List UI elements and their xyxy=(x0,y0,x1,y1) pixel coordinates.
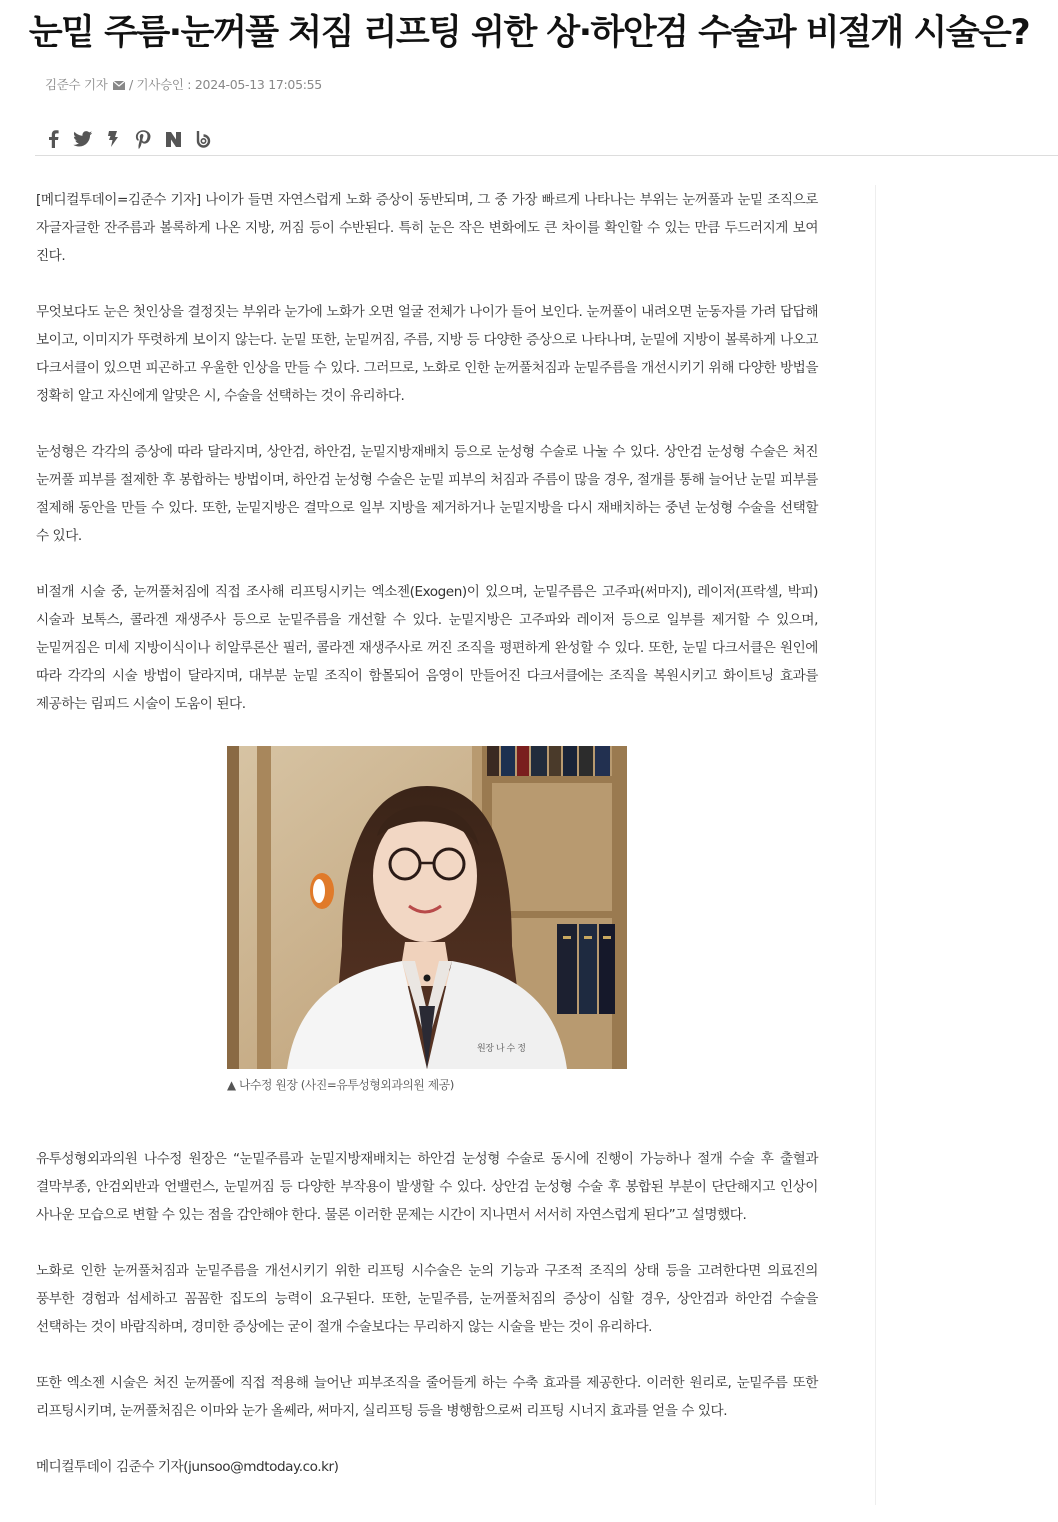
twitter-icon[interactable] xyxy=(70,126,96,152)
svg-text:원장 나 수 정: 원장 나 수 정 xyxy=(477,1044,526,1054)
band-icon[interactable] xyxy=(190,126,216,152)
article-body xyxy=(36,186,818,1481)
mail-icon[interactable] xyxy=(113,78,125,87)
approval-label: / 기사승인 : xyxy=(128,77,195,92)
paragraph: 또한 엑소젠 시술은 처진 눈꺼풀에 직접 적용해 늘어난 피부조직을 줄어들게 하는 수축 효과를 제공한다. 이러한 원리로, 눈밑주름 또한 리프팅시키며, 눈꺼풀처짐은 이마와 눈가 올쎄라, 써마지, 실리프팅 등을 병행함으로써 리프팅 시너지 효과를 얻을 수 있다. xyxy=(36,1375,818,1419)
paragraph: 비절개 시술 중, 눈꺼풀처짐에 직접 조사해 리프팅시키는 엑소젠(Exogen)이 있으며, 눈밑주름은 고주파(써마지), 레이저(프락셀, 박피) 시술과 보톡스, 콜라겐 재생주사 등으로 눈밑주름을 개선할 수 있다. 눈밑지방은 고주파와 레이저 등으로 일부를 제거할 수 있으며, 눈밑꺼짐은 미세 지방이식이나 히알루론산 필러, 콜라겐 재생주사로 꺼진 조직을 평편하게 완성할 수 있다. 또한, 눈밑 다크서클은 원인에 따라 각각의 시술 방법이 달라지며, 대부분 눈밑 조직이 함몰되어 음영이 만들어진 다크서클에는 조직을 복원시키고 화이트닝 효과를 제공하는 림피드 시술이 도움이 된다. xyxy=(36,584,818,712)
facebook-icon[interactable] xyxy=(40,126,66,152)
naver-icon[interactable] xyxy=(160,126,186,152)
byline xyxy=(45,75,322,93)
header-divider xyxy=(35,155,1058,156)
paragraph: 무엇보다도 눈은 첫인상을 결정짓는 부위라 눈가에 노화가 오면 얼굴 전체가 나이가 들어 보인다. 눈꺼풀이 내려오면 눈동자를 가려 답답해 보이고, 이미지가 뚜렷하게 보이지 않는다. 눈밑 또한, 눈밑꺼짐, 주름, 지방 등 다양한 증상으로 나타나며, 눈밑에 지방이 볼록하게 나오고 다크서클이 있으면 피곤하고 우울한 인상을 만들 수 있다. 그러므로, 노화로 인한 눈꺼풀처짐과 눈밑주름을 개선시키기 위해 다양한 방법을 정확히 알고 자신에게 알맞은 시, 수술을 선택하는 것이 유리하다. xyxy=(36,304,818,404)
kakaostory-icon[interactable] xyxy=(100,126,126,152)
doctor-portrait-photo[interactable] xyxy=(227,746,627,1069)
paragraph: 눈성형은 각각의 증상에 따라 달라지며, 상안검, 하안검, 눈밑지방재배치 등으로 눈성형 수술로 나눌 수 있다. 상안검 눈성형 수술은 처진 눈꺼풀 피부를 절제한 후 봉합하는 방법이며, 하안검 눈성형 수술은 눈밑 피부의 처짐과 주름이 많을 경우, 절개를 통해 늘어난 눈밑 피부를 절제해 동안을 만들 수 있다. 또한, 눈밑지방은 결막으로 일부 지방을 제거하거나 눈밑지방을 다시 재배치하는 중년 눈성형 수술을 선택할 수 있다. xyxy=(36,444,818,544)
photo-figure xyxy=(227,746,627,1095)
approval-time: 2024-05-13 17:05:55 xyxy=(194,77,322,92)
pinterest-icon[interactable] xyxy=(130,126,156,152)
paragraph: [메디컬투데이=김준수 기자] 나이가 들면 자연스럽게 노화 증상이 동반되며, 그 중 가장 빠르게 나타나는 부위는 눈꺼풀과 눈밑 조직으로 자글자글한 잔주름과 볼록하게 나온 지방, 꺼짐 등이 수반된다. 특히 눈은 작은 변화에도 큰 차이를 확인할 수 있는 만큼 두드러지게 보여 진다. xyxy=(36,192,818,264)
share-bar xyxy=(40,124,216,154)
sidebar-divider xyxy=(875,185,876,1505)
article-title: 눈밑 주름·눈꺼풀 처짐 리프팅 위한 상·하안검 수술과 비절개 시술은? xyxy=(28,13,1030,53)
paragraph: 유투성형외과의원 나수정 원장은 “눈밑주름과 눈밑지방재배치는 하안검 눈성형 수술로 동시에 진행이 가능하나 절개 수술 후 출혈과 결막부종, 안검외반과 언밸런스, 눈밑꺼짐 등 다양한 부작용이 발생할 수 있다. 상안검 눈성형 수술 후 봉합된 부분이 단단해지고 인상이 사나운 모습으로 변할 수 있는 점을 감안해야 한다. 물론 이러한 문제는 시간이 지나면서 서서히 자연스럽게 된다”고 설명했다. xyxy=(36,1151,818,1223)
reporter-name[interactable]: 김준수 기자 xyxy=(45,77,108,92)
paragraph: 노화로 인한 눈꺼풀처짐과 눈밑주름을 개선시키기 위한 리프팅 시수술은 눈의 기능과 구조적 조직의 상태 등을 고려한다면 의료진의 풍부한 경험과 섬세하고 꼼꼼한 집도의 능력이 요구된다. 또한, 눈밑주름, 눈꺼풀처짐의 증상이 심할 경우, 상안검과 하안검 수술을 선택하는 것이 바람직하며, 경미한 증상에는 굳이 절개 수술보다는 무리하지 않는 시술을 받는 것이 유리하다. xyxy=(36,1263,818,1335)
reporter-signature: 메디컬투데이 김준수 기자(junsoo@mdtoday.co.kr) xyxy=(36,1459,339,1475)
photo-caption: ▲ 나수정 원장 (사진=유투성형외과의원 제공) xyxy=(227,1078,454,1092)
